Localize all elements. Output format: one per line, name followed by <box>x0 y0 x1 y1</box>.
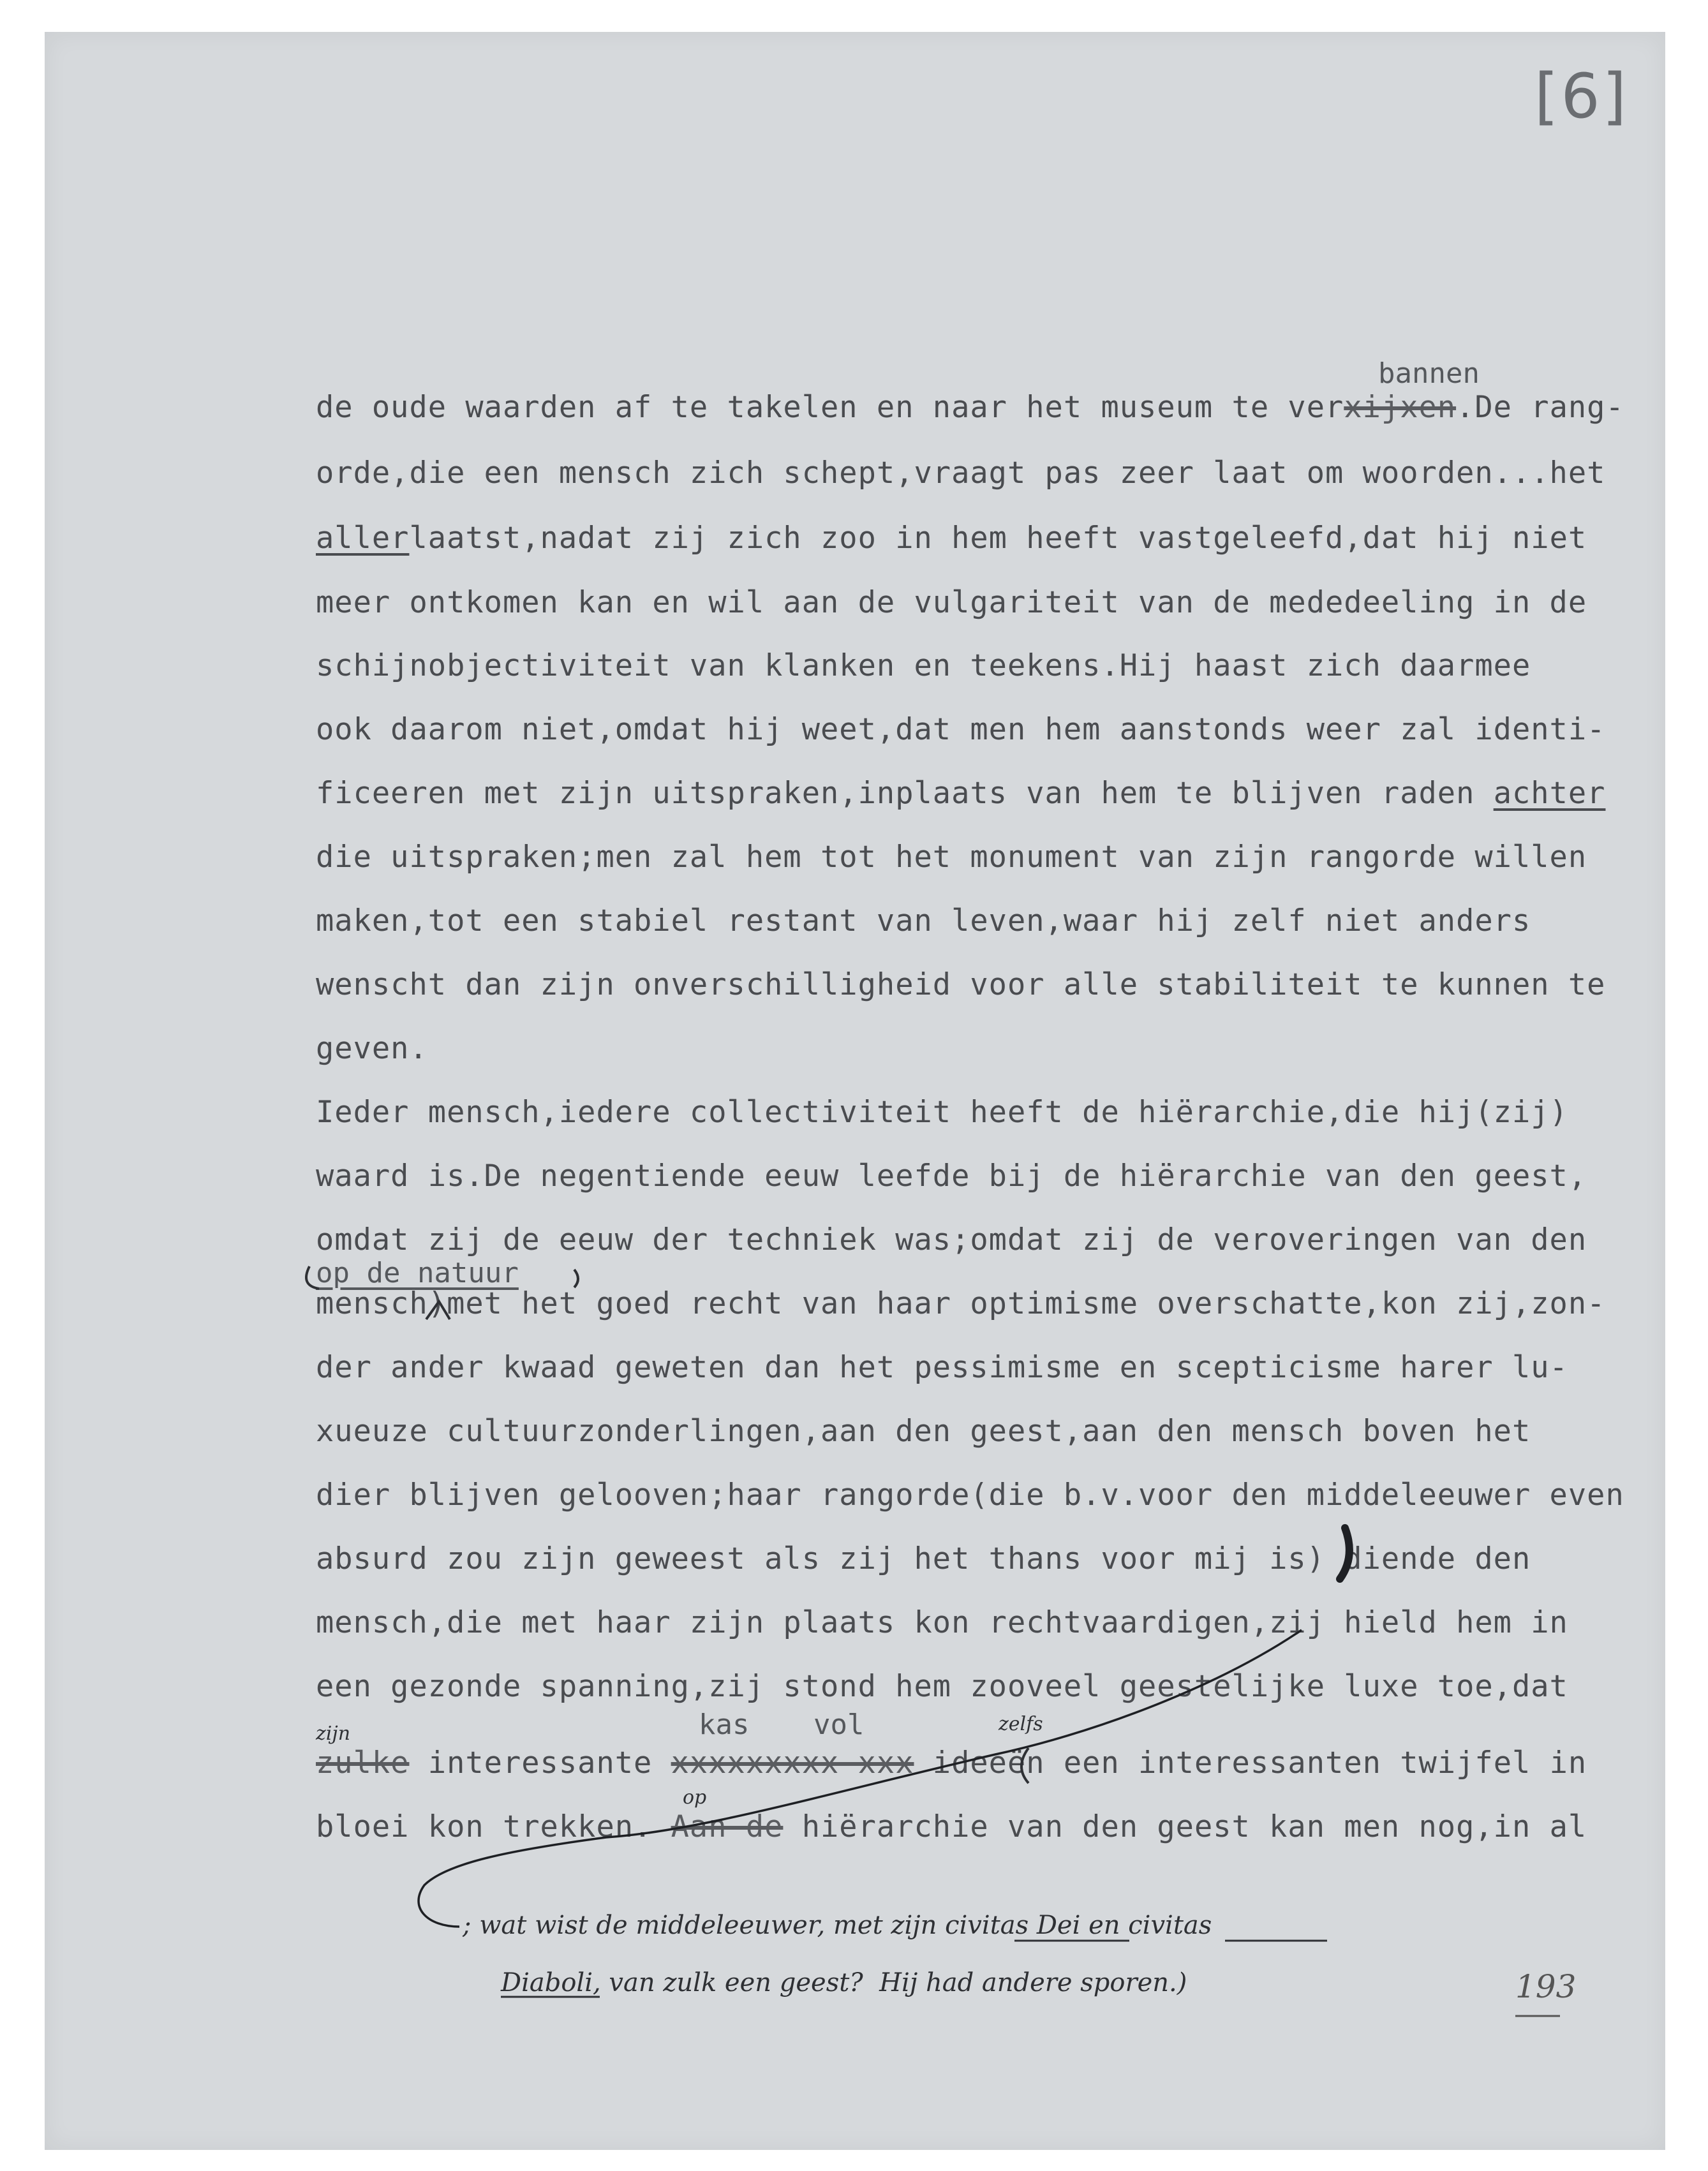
underlined-word: aller <box>316 521 410 556</box>
handwritten-note-line-1: ; wat wist de middeleeuwer, met zijn civitas Dei en civitas <box>463 1911 1212 1940</box>
text-line-18: dier blijven gelooven;haar rangorde(die b.v.voor den middeleeuwer even <box>316 1478 1624 1513</box>
insert-bannen: bannen <box>1378 357 1480 390</box>
text-line-4: meer ontkomen kan en wil aan de vulgariteit van de mededeeling in de <box>316 585 1587 620</box>
page-mark: [6] <box>1534 61 1629 132</box>
text-line-9: maken,tot een stabiel restant van leven,waar hij zelf niet anders <box>316 903 1531 938</box>
text-line-6: ook daarom niet,omdat hij weet,dat men hem aanstonds weer zal identi- <box>316 712 1606 747</box>
struck-phrase: xxxxxxxxx xxx <box>671 1745 914 1781</box>
folio-number: 193 <box>1515 1968 1577 2005</box>
struck-word: xijxen <box>1344 390 1457 425</box>
text-line-12: Ieder mensch,iedere collectiviteit heeft de hiërarchie,die hij(zij) <box>316 1095 1568 1130</box>
text-line-8: die uitspraken;men zal hem tot het monument van zijn rangorde willen <box>316 840 1587 875</box>
text-line-22-end: ideeën een interessanten twijfel in <box>914 1745 1587 1781</box>
text-line-20: mensch,die met haar zijn plaats kon rechtvaardigen,zij hield hem in <box>316 1605 1568 1640</box>
struck-word: zulke <box>316 1745 410 1781</box>
handwritten-note-line-2: Diaboli, van zulk een geest? Hij had andere sporen.) <box>501 1968 1187 1997</box>
insert-zijn: zijn <box>316 1723 351 1745</box>
text-line-19: absurd zou zijn geweest als zij het thans voor mij is) diende den <box>316 1541 1531 1576</box>
text-line-11: geven. <box>316 1031 428 1066</box>
text-line-1-end: .De rang- <box>1456 390 1624 425</box>
struck-phrase: Aan de <box>671 1809 783 1844</box>
underlined-word: achter <box>1493 776 1606 811</box>
text-line-21: een gezonde spanning,zij stond hem zooveel geestelijke luxe toe,dat <box>316 1669 1568 1704</box>
text-line-23 <box>316 1809 1587 1844</box>
text-line-10: wenscht dan zijn onverschilligheid voor alle stabiliteit te kunnen te <box>316 967 1606 1002</box>
insert-kas: kas <box>699 1708 750 1741</box>
text-line-7-start: ficeeren met zijn uitspraken,inplaats van hem te blijven raden <box>316 776 1494 811</box>
text-line-13: waard is.De negentiende eeuw leefde bij de hiërarchie van den geest, <box>316 1159 1587 1194</box>
text-line-7 <box>316 776 1606 811</box>
text-line-15: mensch)met het goed recht van haar optimisme overschatte,kon zij,zon- <box>316 1286 1606 1321</box>
text-line-22-mid: interessante <box>409 1745 671 1781</box>
text-line-3-rest: laatst,nadat zij zich zoo in hem heeft vastgeleefd,dat hij niet <box>409 521 1587 556</box>
insert-vol: vol <box>813 1708 865 1741</box>
text-line-3 <box>316 521 1587 556</box>
text-line-14: omdat zij de eeuw der techniek was;omdat zij de veroveringen van den <box>316 1222 1587 1257</box>
insert-op-de-natuur: op de natuur <box>316 1257 519 1289</box>
text-line-16: der ander kwaad geweten dan het pessimisme en scepticisme harer lu- <box>316 1350 1568 1385</box>
text-line-1-start: de oude waarden af te takelen en naar het museum te ver <box>316 390 1344 425</box>
text-line-22 <box>316 1745 1587 1781</box>
insert-zelfs: zelfs <box>999 1713 1043 1735</box>
text-line-1 <box>316 390 1624 425</box>
text-line-17: xueuze cultuurzonderlingen,aan den geest,aan den mensch boven het <box>316 1414 1531 1449</box>
text-line-23-start: bloei kon trekken. <box>316 1809 671 1844</box>
text-line-23-end: hiërarchie van den geest kan men nog,in al <box>783 1809 1587 1844</box>
text-line-5: schijnobjectiviteit van klanken en teekens.Hij haast zich daarmee <box>316 648 1531 683</box>
insert-op: op <box>683 1786 707 1809</box>
text-line-2: orde,die een mensch zich schept,vraagt pas zeer laat om woorden...het <box>316 456 1606 491</box>
